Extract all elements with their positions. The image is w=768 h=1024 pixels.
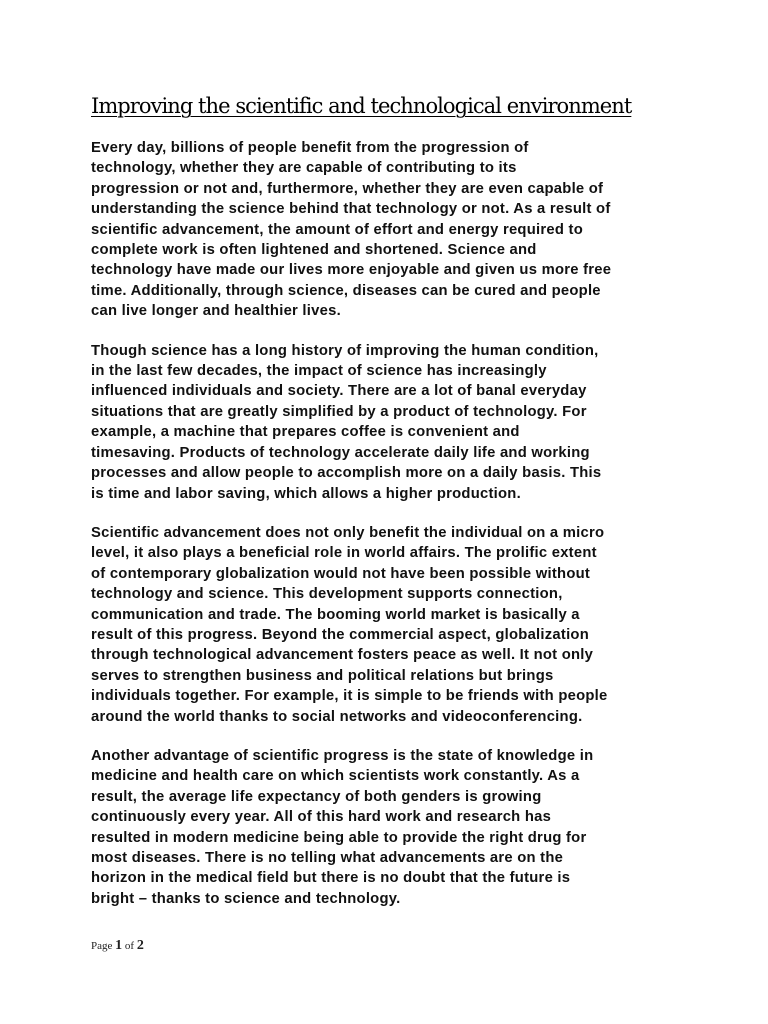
text-line: communication and trade. The booming world market is basically a [91,606,580,623]
text-line: technology have made our lives more enjoyable and given us more free [91,262,612,279]
text-line: horizon in the medical field but there is no doubt that the future is [91,870,571,887]
document-title: Improving the scientific and technological environment [91,94,632,118]
of-label: of [124,940,135,952]
text-line: time. Additionally, through science, diseases can be cured and people [91,282,601,299]
text-line: understanding the science behind that technology or not. As a result of [91,201,611,218]
page-number-footer [91,938,144,954]
text-line: is time and labor saving, which allows a higher production. [91,485,521,502]
text-line: timesaving. Products of technology accelerate daily life and working [91,444,590,461]
text-line: can live longer and healthier lives. [91,303,341,320]
paragraph-3 [91,523,691,727]
text-line: scientific advancement, the amount of effort and energy required to [91,221,583,238]
text-line: bright – thanks to science and technology. [91,890,401,907]
document-body [91,138,691,928]
text-line: level, it also plays a beneficial role in world affairs. The prolific extent [91,545,597,562]
text-line: in the last few decades, the impact of science has increasingly [91,363,547,380]
text-line: example, a machine that prepares coffee is convenient and [91,424,520,441]
text-line: Every day, billions of people benefit from the progression of [91,140,529,156]
text-line: Another advantage of scientific progress is the state of knowledge in [91,747,594,764]
paragraph-1 [91,138,691,322]
text-line: serves to strengthen business and political relations but brings [91,667,554,684]
page-label: Page [91,940,113,952]
text-line: medicine and health care on which scientists work constantly. As a [91,768,580,785]
text-line: result, the average life expectancy of both genders is growing [91,788,542,805]
paragraph-2 [91,341,691,504]
total-pages-number: 2 [136,938,144,953]
text-line: technology and science. This development supports connection, [91,586,563,603]
text-line: Scientific advancement does not only benefit the individual on a micro [91,524,605,541]
text-line: processes and allow people to accomplish more on a daily basis. This [91,465,602,482]
text-line: situations that are greatly simplified by a product of technology. For [91,403,587,420]
text-line: through technological advancement fosters peace as well. It not only [91,647,594,664]
text-line: complete work is often lightened and shortened. Science and [91,242,537,259]
text-line: continuously every year. All of this hard work and research has [91,809,552,826]
text-line: Though science has a long history of improving the human condition, [91,342,599,359]
text-line: of contemporary globalization would not have been possible without [91,565,591,582]
text-line: influenced individuals and society. There are a lot of banal everyday [91,383,587,400]
text-line: resulted in modern medicine being able to provide the right drug for [91,829,587,846]
text-line: individuals together. For example, it is simple to be friends with people [91,688,608,705]
text-line: technology, whether they are capable of contributing to its [91,160,517,177]
text-line: progression or not and, furthermore, whether they are even capable of [91,180,604,197]
current-page-number: 1 [115,938,123,953]
text-line: around the world thanks to social networks and videoconferencing. [91,708,583,725]
paragraph-4 [91,746,691,909]
text-line: result of this progress. Beyond the commercial aspect, globalization [91,626,590,643]
text-line: most diseases. There is no telling what advancements are on the [91,850,564,866]
